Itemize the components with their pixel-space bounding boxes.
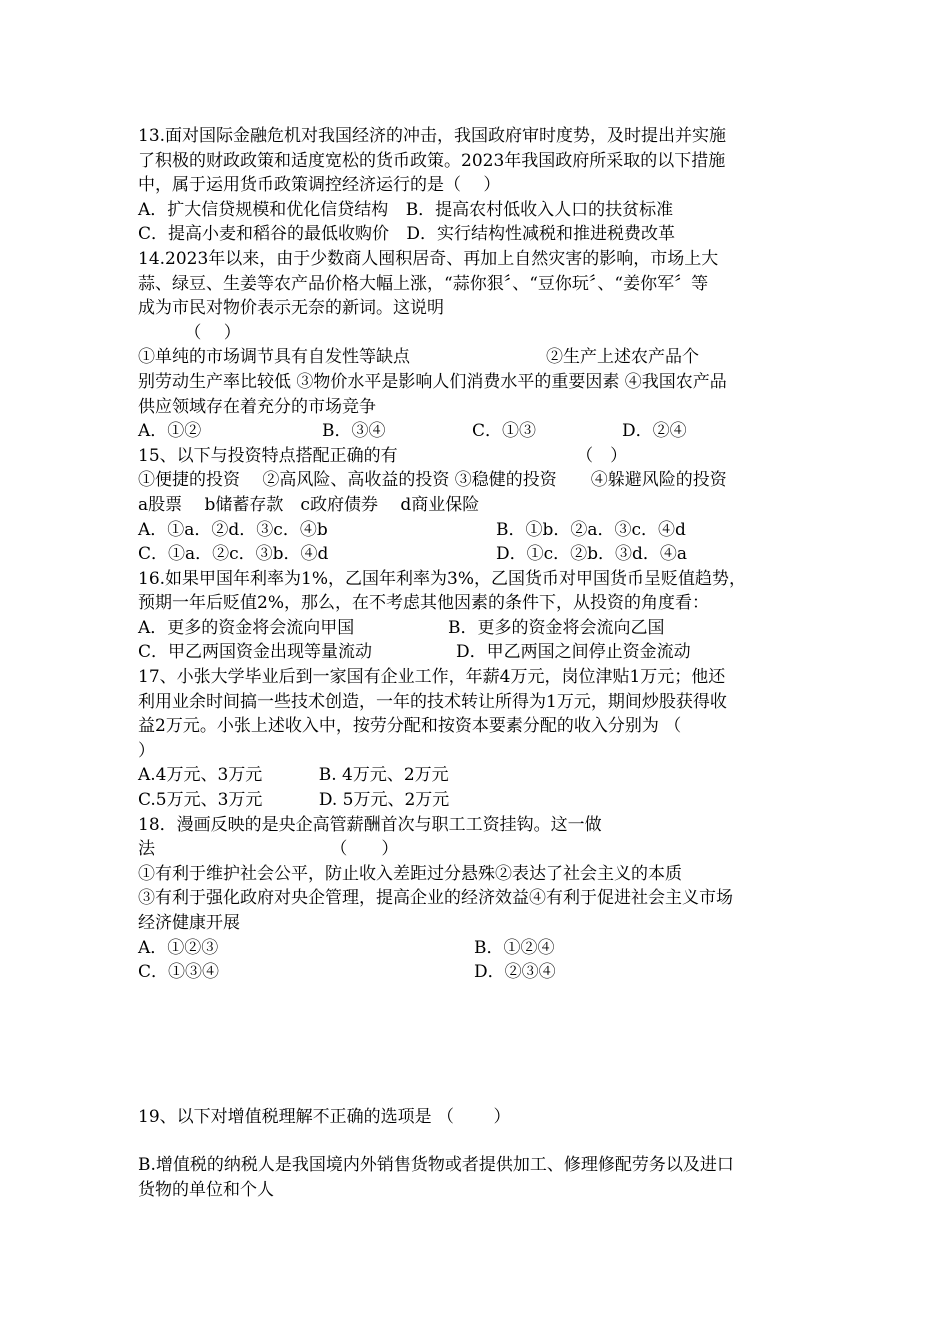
q18-option-d: D．②③④: [474, 962, 556, 983]
q18-option-b: B．①②④: [474, 937, 555, 958]
q16-stem-line-2: 预期一年后贬值2%，那么，在不考虑其他因素的条件下，从投资的角度看：: [138, 593, 709, 614]
q13-option-d: D．实行结构性减税和推进税费改革: [406, 224, 676, 245]
q15-options-ab: [138, 518, 818, 543]
q16-option-c: C．甲乙两国资金出现等量流动: [138, 642, 373, 663]
exam-content: [138, 124, 818, 1203]
q13-option-b: B．提高农村低收入人口的扶贫标准: [405, 199, 674, 220]
q17-stem-line-2: 利用业余时间搞一些技术创造，一年的技术转让所得为1万元，期间炒股获得收: [138, 691, 727, 712]
q14-items-line-3: 供应领域存在着充分的市场竞争: [138, 396, 376, 417]
q18-stem-line-2: 法 （ ）: [138, 839, 399, 860]
q16-option-d: D．甲乙两国之间停止资金流动: [456, 642, 691, 663]
q17-stem-line-3: 益2万元。小张上述收入中，按劳分配和按资本要素分配的收入分别为 （: [138, 716, 682, 737]
q18-options-cd: [138, 960, 818, 985]
q14-option-c: C．①③: [472, 421, 537, 442]
q18-items-line-3: 经济健康开展: [138, 913, 240, 933]
q18-option-a: A．①②③: [138, 937, 219, 958]
q14-stem-line-2: 蒜、绿豆、生姜等农产品价格大幅上涨，“蒜你狠〞、“豆你玩〞、“姜你军〞等: [138, 273, 709, 294]
q18-option-c: C．①③④: [138, 962, 220, 983]
q14-stem-line-3: 成为市民对物价表示无奈的新词。这说明: [138, 298, 444, 319]
q14-stem-line-4: （ ）: [162, 322, 241, 343]
q14-option-d: D．②④: [622, 421, 687, 442]
q13-option-c: C．提高小麦和稻谷的最低收购价: [138, 224, 390, 245]
q15-option-c: C．①a．②c．③b．④d: [138, 544, 329, 565]
q17-stem-line-1: 17、小张大学毕业后到一家国有企业工作，年薪4万元，岗位津贴1万元；他还: [138, 667, 726, 688]
q15-option-a: A．①a．②d．③c．④b: [138, 519, 328, 540]
q14-options: [138, 419, 818, 444]
q19-option-b-line-1: B.增值税的纳税人是我国境内外销售货物或者提供加工、修理修配劳务以及进口: [138, 1155, 734, 1176]
q13-option-a: A．扩大信贷规模和优化信贷结构: [138, 199, 389, 220]
q16-options-ab: [138, 616, 818, 641]
q16-option-a: A．更多的资金将会流向甲国: [138, 617, 355, 638]
q17-options-cd: C.5万元、3万元 D. 5万元、2万元: [138, 790, 450, 811]
q13-options-ab: [138, 198, 818, 223]
q14-items-line-1: ①单纯的市场调节具有自发性等缺点 ②生产上述农产品个: [138, 347, 699, 368]
q18-items-line-1: ①有利于维护社会公平，防止收入差距过分悬殊②表达了社会主义的本质: [138, 863, 682, 884]
q18-items-line-2: ③有利于强化政府对央企管理，提高企业的经济效益④有利于促进社会主义市场: [138, 888, 733, 909]
q14-option-b: B．③④: [322, 421, 386, 442]
q14-items-line-2: 别劳动生产率比较低 ③物价水平是影响人们消费水平的重要因素 ④我国农产品: [138, 371, 727, 392]
q13-stem-line-1: 13.面对国际金融危机对我国经济的冲击，我国政府审时度势，及时提出并实施: [138, 126, 727, 146]
q15-stem: 15、以下与投资特点搭配正确的有 （ ）: [138, 445, 628, 466]
q15-option-d: D．①c．②b．③d．④a: [496, 544, 688, 565]
q18-options-ab: [138, 936, 818, 961]
q19-stem: 19、以下对增值税理解不正确的选项是 （ ）: [138, 1106, 511, 1127]
q13-stem-line-2: 了积极的财政政策和适度宽松的货币政策。2023年我国政府所采取的以下措施: [138, 150, 726, 171]
q15-option-b: B．①b．②a．③c．④d: [496, 519, 686, 540]
q13-stem-line-3: 中，属于运用货币政策调控经济运行的是（ ）: [138, 175, 501, 196]
q15-options-cd: [138, 542, 818, 567]
q13-options-cd: [138, 222, 818, 247]
q19-option-b-line-2: 货物的单位和个人: [138, 1179, 274, 1200]
q14-stem-line-1: 14.2023年以来，由于少数商人囤积居奇、再加上自然灾害的影响，市场上大: [138, 248, 719, 269]
q17-stem-line-4: ）: [138, 740, 155, 761]
q16-option-b: B．更多的资金将会流向乙国: [448, 617, 665, 638]
q14-option-a: A．①②: [138, 421, 202, 442]
q16-stem-line-1: 16.如果甲国年利率为1%，乙国年利率为3%，乙国货币对甲国货币呈贬值趋势，: [138, 568, 746, 589]
q16-options-cd: [138, 640, 818, 665]
q18-stem-line-1: 18．漫画反映的是央企高管薪酬首次与职工工资挂钩。这一做: [138, 814, 602, 835]
q15-items-line-2: a股票 b储蓄存款 c政府债券 d商业保险: [138, 494, 480, 515]
q17-options-ab: A.4万元、3万元 B. 4万元、2万元: [138, 765, 449, 786]
blank-space: [138, 985, 818, 1105]
blank-space-small: [138, 1129, 818, 1153]
q15-items-line-1: ①便捷的投资 ②高风险、高收益的投资 ③稳健的投资 ④躲避风险的投资: [138, 470, 727, 491]
